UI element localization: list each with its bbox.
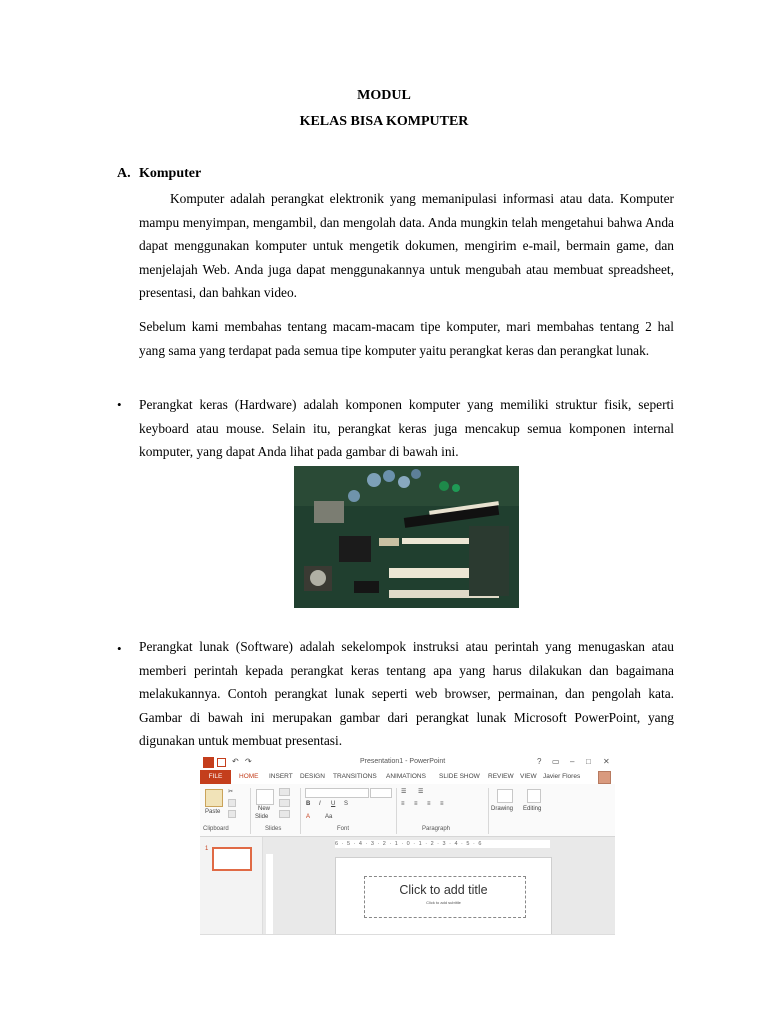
ppt-ribbon [200, 784, 615, 837]
help-icon[interactable]: ? [537, 757, 542, 766]
align-right-icon[interactable]: ≡ [427, 801, 431, 807]
group-clipboard: Clipboard [203, 826, 229, 832]
tab-animations[interactable]: ANIMATIONS [386, 773, 426, 780]
paragraph-hardware: Perangkat keras (Hardware) adalah komponen komputer yang memiliki struktur fisik, seperti keyboard atau mouse. Selain itu, perangkat keras juga mencakup semua komponen internal komputer, yang dapat Anda lihat pada gambar di bawah ini. [139, 397, 674, 459]
save-icon[interactable] [217, 758, 226, 767]
paste-button[interactable]: Paste [205, 809, 221, 815]
horizontal-ruler: 6 · 5 · 4 · 3 · 2 · 1 · 0 · 1 · 2 · 3 · 4 · 5 · 6 [335, 840, 550, 848]
tab-file[interactable]: FILE [200, 770, 231, 784]
user-name[interactable]: Javier Flores [543, 773, 581, 780]
tab-design[interactable]: DESIGN [300, 773, 325, 780]
numbering-icon[interactable]: ☰ [418, 789, 424, 795]
paragraph-software: Perangkat lunak (Software) adalah sekelompok instruksi atau perintah yang menugaskan atau memberi perintah kepada perangkat keras tentang apa yang harus dilakukan dan bagaimana melakukannya. Contoh perangkat lunak seperti web browser, permainan, dan pengolah kata. Gambar di bawah ini merupakan gambar dari perangkat lunak Microsoft PowerPoint, yang digunakan untuk membuat presentasi. [139, 639, 674, 748]
tab-view[interactable]: VIEW [520, 773, 537, 780]
undo-icon[interactable]: ↶ [232, 757, 239, 766]
motherboard-image [294, 466, 519, 608]
editing-button[interactable]: Editing [523, 806, 542, 812]
vertical-ruler [266, 854, 273, 934]
bullets-icon[interactable]: ☰ [401, 789, 407, 795]
drawing-button[interactable]: Drawing [491, 806, 514, 812]
layout-icon[interactable] [279, 788, 290, 796]
change-case-icon[interactable]: Aa [325, 814, 333, 820]
font-color-icon[interactable]: A [306, 814, 311, 820]
slide-thumbnail[interactable] [212, 847, 252, 871]
tab-slide-show[interactable]: SLIDE SHOW [439, 773, 480, 780]
course-title: KELAS BISA KOMPUTER [299, 114, 469, 129]
paste-icon[interactable] [205, 789, 223, 807]
module-title: MODUL [357, 88, 411, 103]
minimize-icon[interactable]: – [570, 757, 575, 766]
new-slide-button-line2[interactable]: Slide [255, 814, 269, 820]
bullet-hardware-marker: • [117, 397, 122, 412]
maximize-icon[interactable]: □ [586, 757, 591, 766]
align-center-icon[interactable]: ≡ [414, 801, 418, 807]
ribbon-separator [488, 788, 489, 834]
tab-transitions[interactable]: TRANSITIONS [333, 773, 377, 780]
align-left-icon[interactable]: ≡ [401, 801, 405, 807]
font-size-dropdown[interactable] [370, 788, 392, 798]
paragraph-intro: Komputer adalah perangkat elektronik yang memanipulasi informasi atau data. Komputer mampu menyimpan, mengambil, dan mengolah data. Anda mungkin telah mengetahui bahwa Anda dapat menggunakan komputer untuk mengetik dokumen, mengirim e-mail, bermain game, dan menjelajah Web. Anda juga dapat menggunakannya untuk mengubah atau membuat spreadsheet, presentasi, dan bahkan video. [139, 191, 674, 300]
cut-icon[interactable]: ✂ [228, 789, 234, 795]
drawing-icon[interactable] [497, 789, 513, 803]
tab-insert[interactable]: INSERT [269, 773, 293, 780]
group-slides: Slides [265, 826, 282, 832]
justify-icon[interactable]: ≡ [440, 801, 444, 807]
new-slide-icon[interactable] [256, 789, 274, 805]
slide[interactable] [335, 857, 552, 935]
slide-subtitle-placeholder[interactable]: Click to add subtitle [426, 900, 461, 905]
font-name-dropdown[interactable] [305, 788, 369, 798]
group-font: Font [337, 826, 350, 832]
powerpoint-logo-icon [203, 757, 214, 768]
powerpoint-screenshot [200, 754, 615, 935]
new-slide-button-line1[interactable]: New [258, 806, 271, 812]
bullet-software-marker: • [117, 641, 122, 656]
reset-icon[interactable] [279, 799, 290, 807]
tab-home[interactable]: HOME [239, 773, 259, 780]
copy-icon[interactable] [228, 799, 236, 807]
ppt-window-title: Presentation1 - PowerPoint [360, 758, 446, 765]
ppt-titlebar [200, 754, 615, 770]
section-icon[interactable] [279, 810, 290, 818]
paragraph-hardware-software: Sebelum kami membahas tentang macam-macam tipe komputer, mari membahas tentang 2 hal yang sama yang terdapat pada semua tipe komputer yaitu perangkat keras dan perangkat lunak. [139, 319, 674, 358]
format-painter-icon[interactable] [228, 810, 236, 818]
slide-thumbnail-pane [200, 837, 263, 934]
underline-icon[interactable]: U [331, 801, 336, 807]
avatar[interactable] [598, 771, 611, 784]
section-label: A. [117, 166, 131, 181]
ppt-ribbon-tabs [200, 770, 615, 784]
close-icon[interactable]: ✕ [603, 757, 610, 766]
ribbon-separator [300, 788, 301, 834]
find-icon[interactable] [527, 789, 541, 803]
italic-icon[interactable]: I [319, 801, 321, 807]
strikethrough-icon[interactable]: S [344, 801, 349, 807]
redo-icon[interactable]: ↷ [245, 757, 252, 766]
group-paragraph: Paragraph [422, 826, 451, 832]
ribbon-separator [396, 788, 397, 834]
bold-icon[interactable]: B [306, 801, 311, 807]
section-title: Komputer [139, 166, 202, 181]
ribbon-separator [250, 788, 251, 834]
tab-review[interactable]: REVIEW [488, 773, 514, 780]
slide-title-placeholder[interactable]: Click to add title [399, 883, 488, 897]
slide-number: 1 [205, 846, 209, 852]
ribbon-display-icon[interactable]: ▭ [552, 757, 560, 766]
